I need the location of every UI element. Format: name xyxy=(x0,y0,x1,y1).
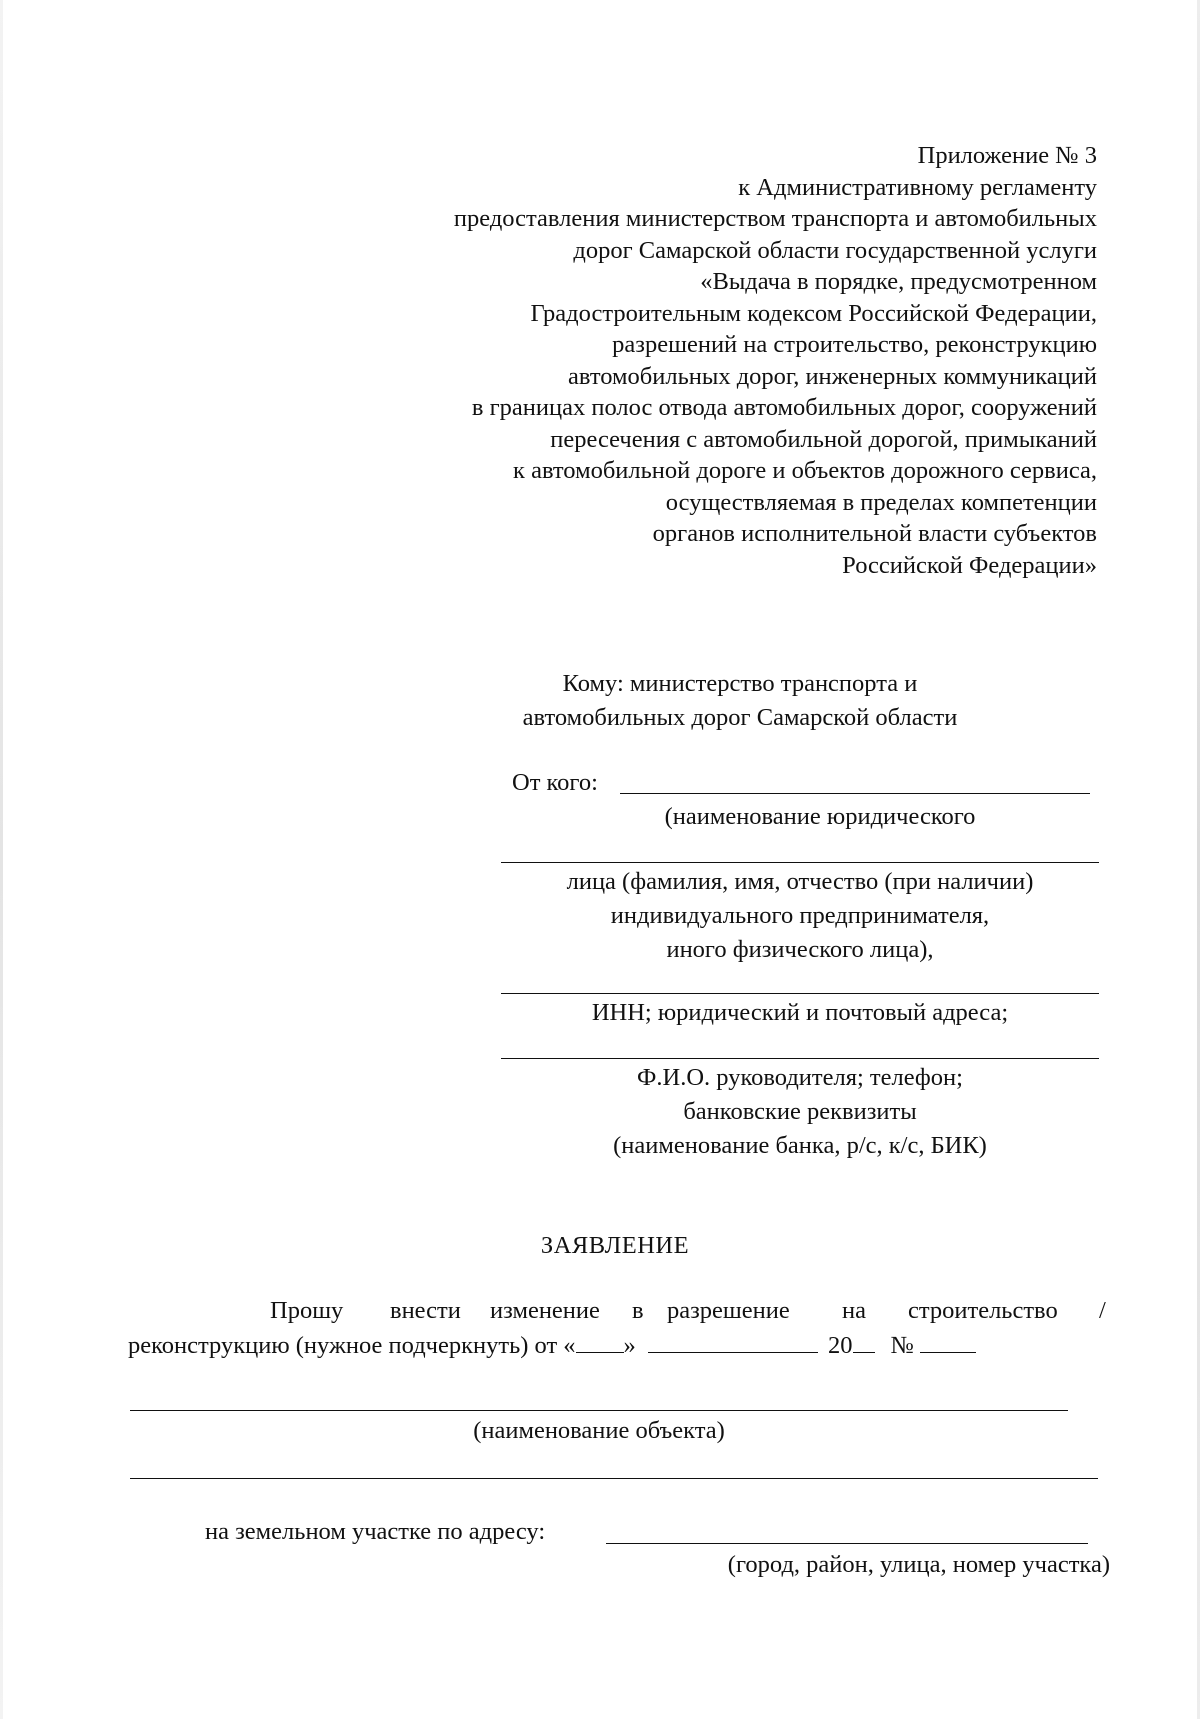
annex-line: Приложение № 3 xyxy=(917,142,1097,169)
land-address-caption: (город, район, улица, номер участка) xyxy=(727,1551,1110,1578)
annex-header xyxy=(257,140,1097,581)
annex-line: в границах полос отвода автомобильных дорог, сооружений xyxy=(471,394,1097,421)
addressee-line: автомобильных дорог Самарской области xyxy=(522,704,958,731)
sender-inn-field[interactable] xyxy=(501,993,1099,994)
annex-line: дорог Самарской области государственной услуги xyxy=(573,236,1097,264)
annex-line: Российской Федерации» xyxy=(842,551,1097,579)
statement-word: Прошу xyxy=(270,1297,344,1324)
addressee-line: Кому: министерство транспорта и xyxy=(562,670,918,697)
caption-line: лица (фамилия, имя, отчество (при наличии) xyxy=(566,868,1034,895)
annex-line: автомобильных дорог, инженерных коммуникаций xyxy=(568,362,1097,390)
caption-line: (наименование банка, р/с, к/с, БИК) xyxy=(613,1132,987,1159)
annex-line: Градостроительным кодексом Российской Федерации, xyxy=(530,299,1097,327)
date-year-field[interactable] xyxy=(853,1332,875,1353)
annex-line: органов исполнительной власти субъектов xyxy=(652,520,1097,547)
sender-name-field[interactable] xyxy=(620,793,1090,794)
annex-line: «Выдача в порядке, предусмотренном xyxy=(700,268,1097,295)
statement-word: на xyxy=(842,1297,866,1324)
sender-caption-head xyxy=(500,1061,1100,1163)
date-day-field[interactable] xyxy=(576,1332,624,1353)
permit-number-field[interactable] xyxy=(920,1332,976,1353)
object-name-field[interactable] xyxy=(130,1410,1068,1411)
sender-label: От кого: xyxy=(512,769,598,796)
scan-edge-left xyxy=(0,0,3,1719)
annex-line: разрешений на строительство, реконструкцию xyxy=(612,331,1097,358)
statement-word: изменение xyxy=(490,1297,600,1324)
annex-line: к Административному регламенту xyxy=(738,173,1097,201)
statement-word: разрешение xyxy=(667,1297,790,1324)
statement-word: / xyxy=(1099,1297,1106,1324)
sender-caption-legal-name: (наименование юридического xyxy=(664,803,976,830)
object-caption: (наименование объекта) xyxy=(473,1417,725,1444)
sender-person-field[interactable] xyxy=(501,862,1099,863)
object-name-field-2[interactable] xyxy=(130,1478,1098,1479)
land-address-field[interactable] xyxy=(606,1543,1088,1544)
date-month-field[interactable] xyxy=(648,1332,818,1353)
statement-title: ЗАЯВЛЕНИЕ xyxy=(540,1232,690,1259)
land-address-label: на земельном участке по адресу: xyxy=(205,1518,546,1545)
sender-head-field[interactable] xyxy=(501,1058,1099,1059)
statement-line-2-text: реконструкцию (нужное подчеркнуть) от « xyxy=(128,1332,576,1359)
close-quote: » xyxy=(623,1332,636,1359)
annex-line: осуществляемая в пределах компетенции xyxy=(665,488,1097,516)
caption-line: иного физического лица), xyxy=(666,936,934,963)
statement-word: внести xyxy=(390,1297,461,1324)
caption-line: Ф.И.О. руководителя; телефон; xyxy=(637,1064,963,1091)
annex-line: пересечения с автомобильной дорогой, примыканий xyxy=(550,425,1097,453)
statement-word: в xyxy=(632,1297,644,1324)
statement-word: строительство xyxy=(908,1297,1058,1324)
caption-line: индивидуального предпринимателя, xyxy=(610,902,990,929)
year-prefix: 20 xyxy=(828,1332,853,1359)
number-sign: № xyxy=(890,1332,915,1359)
addressee-block xyxy=(480,667,1000,735)
caption-line: банковские реквизиты xyxy=(683,1098,917,1125)
annex-line: предоставления министерством транспорта и автомобильных xyxy=(453,205,1097,232)
sender-caption-person xyxy=(500,865,1100,967)
annex-line: к автомобильной дороге и объектов дорожного сервиса, xyxy=(513,457,1097,484)
sender-caption-inn: ИНН; юридический и почтовый адреса; xyxy=(591,999,1009,1026)
statement-line-2 xyxy=(128,1331,976,1361)
